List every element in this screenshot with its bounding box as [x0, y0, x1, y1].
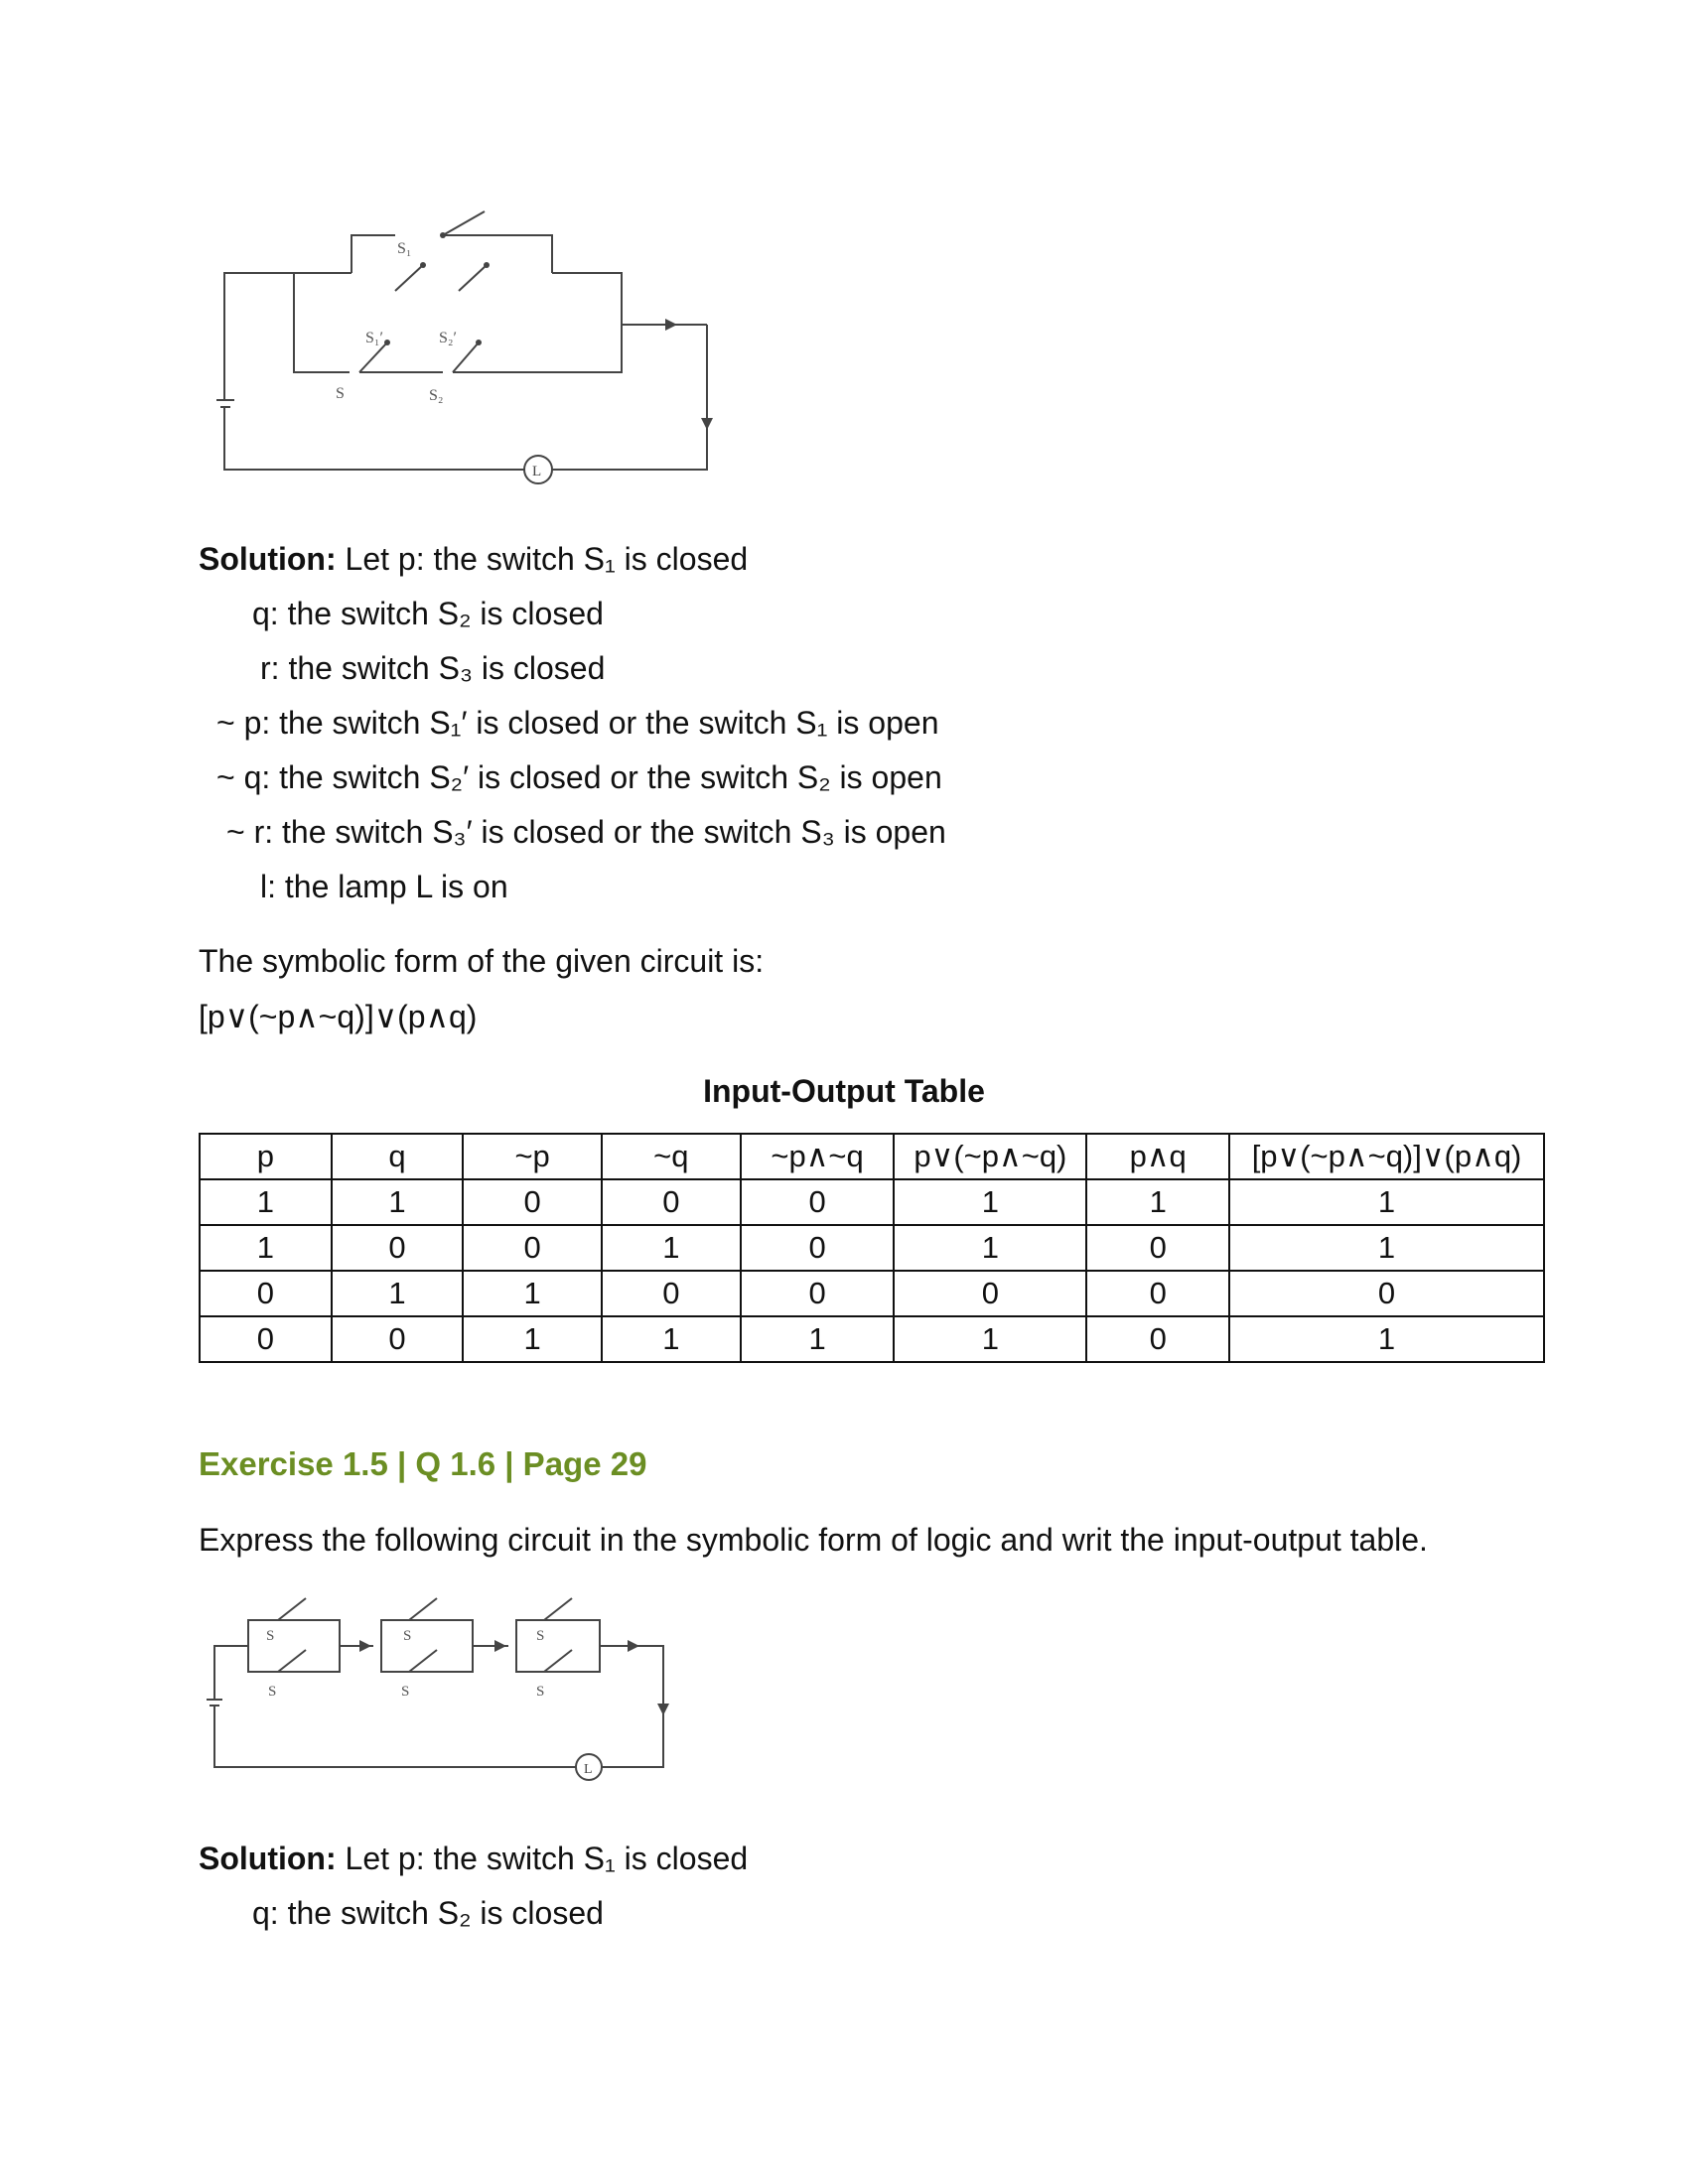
table-header: p [200, 1134, 332, 1179]
table-cell: 1 [894, 1225, 1086, 1271]
switch-label-a-top: S [266, 1628, 275, 1644]
table-cell: 0 [741, 1179, 895, 1225]
solution-1-line-1 [199, 539, 748, 579]
table-cell: 0 [1086, 1316, 1229, 1362]
table-cell: 0 [200, 1271, 332, 1316]
table-cell: 1 [1229, 1225, 1544, 1271]
table-cell: 0 [602, 1179, 741, 1225]
lamp-label-1: L [532, 464, 542, 479]
table-cell: 1 [894, 1316, 1086, 1362]
solution-2-line-2: q: the switch S₂ is closed [252, 1895, 604, 1931]
circuit-diagram-2 [199, 1578, 675, 1787]
table-cell: 1 [741, 1316, 895, 1362]
switch-label-s1-prime: S₁′ [365, 330, 383, 346]
table-cell: 1 [1229, 1179, 1544, 1225]
table-title: Input-Output Table [703, 1073, 985, 1109]
symbolic-form: [p∨(~p∧~q)]∨(p∧q) [199, 999, 478, 1034]
solution-1-line-4: ~ p: the switch S₁′ is closed or the switch S₁ is open [216, 705, 939, 741]
table-cell: 1 [463, 1271, 602, 1316]
table-cell: 1 [1086, 1179, 1229, 1225]
solution-2-text: Let p: the switch S₁ is closed [345, 1841, 749, 1876]
table-row [200, 1179, 1544, 1225]
table-cell: 1 [602, 1316, 741, 1362]
table-header: q [332, 1134, 464, 1179]
solution-1-line-3: r: the switch S₃ is closed [260, 650, 606, 686]
solution-1-label: Solution: [199, 541, 337, 577]
table-row [200, 1271, 1544, 1316]
solution-1-text: Let p: the switch S₁ is closed [345, 541, 749, 577]
table-header: p∨(~p∧~q) [894, 1134, 1086, 1179]
table-row [200, 1316, 1544, 1362]
solution-1-line-5: ~ q: the switch S₂′ is closed or the switch S₂ is open [216, 759, 942, 795]
table-header-row [200, 1134, 1544, 1179]
table-cell: 0 [894, 1271, 1086, 1316]
table-cell: 0 [741, 1271, 895, 1316]
switch-label-b-bottom: S [401, 1684, 410, 1700]
table-cell: 1 [602, 1225, 741, 1271]
table-cell: 1 [200, 1225, 332, 1271]
exercise-question: Express the following circuit in the symbolic form of logic and writ the input-output table. [199, 1522, 1428, 1558]
table-cell: 0 [1229, 1271, 1544, 1316]
switch-label-s2: S₂ [429, 387, 444, 404]
input-output-table [199, 1133, 1545, 1363]
table-header: [p∨(~p∧~q)]∨(p∧q) [1229, 1134, 1544, 1179]
table-cell: 1 [332, 1271, 464, 1316]
lamp-label-2: L [584, 1762, 593, 1777]
solution-1-line-7: l: the lamp L is on [260, 869, 508, 904]
table-cell: 1 [463, 1316, 602, 1362]
solution-2-label: Solution: [199, 1841, 337, 1876]
table-cell: 0 [741, 1225, 895, 1271]
table-cell: 0 [1086, 1225, 1229, 1271]
switch-label-a-bottom: S [268, 1684, 277, 1700]
table-cell: 0 [463, 1225, 602, 1271]
table-cell: 0 [602, 1271, 741, 1316]
symbolic-intro: The symbolic form of the given circuit is: [199, 943, 765, 979]
solution-1-line-2: q: the switch S₂ is closed [252, 596, 604, 631]
table-cell: 1 [894, 1179, 1086, 1225]
table-cell: 0 [463, 1179, 602, 1225]
switch-label-s2-prime: S₂′ [439, 330, 457, 346]
table-header: ~q [602, 1134, 741, 1179]
solution-2-line-1 [199, 1839, 748, 1878]
exercise-heading[interactable]: Exercise 1.5 | Q 1.6 | Page 29 [199, 1445, 647, 1482]
table-cell: 1 [1229, 1316, 1544, 1362]
table-row [200, 1225, 1544, 1271]
table-header: ~p [463, 1134, 602, 1179]
table-header: p∧q [1086, 1134, 1229, 1179]
switch-label-s1: S₁ [397, 240, 412, 257]
switch-label-c-top: S [536, 1628, 545, 1644]
switch-label-s: S [336, 385, 345, 402]
switch-label-c-bottom: S [536, 1684, 545, 1700]
table-cell: 0 [332, 1225, 464, 1271]
table-cell: 1 [200, 1179, 332, 1225]
solution-1-line-6: ~ r: the switch S₃′ is closed or the switch S₃ is open [226, 814, 946, 850]
circuit-diagram-1 [199, 194, 735, 501]
table-cell: 0 [332, 1316, 464, 1362]
table-cell: 1 [332, 1179, 464, 1225]
table-cell: 0 [1086, 1271, 1229, 1316]
switch-label-b-top: S [403, 1628, 412, 1644]
table-header: ~p∧~q [741, 1134, 895, 1179]
table-cell: 0 [200, 1316, 332, 1362]
